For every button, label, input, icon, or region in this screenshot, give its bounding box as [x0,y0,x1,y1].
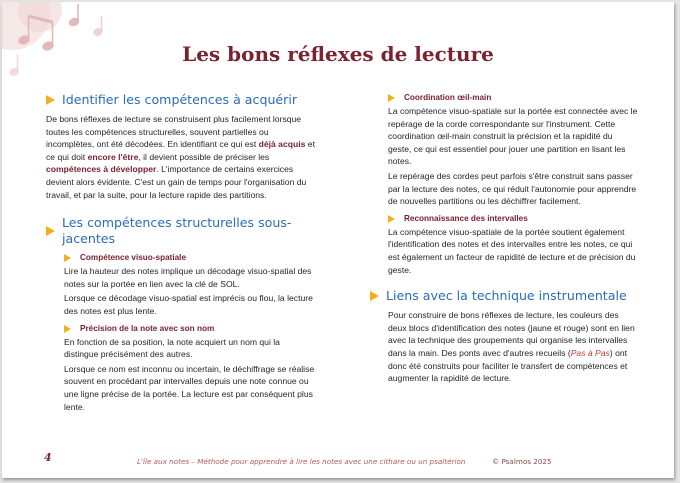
text: , il devient possible de préciser les [138,151,270,162]
triangle-bullet-icon [64,325,71,333]
subsection-title: Reconnaissance des intervalles [404,213,528,223]
subsection-heading [388,213,638,225]
section-heading-text: Identifier les compétences à acquérir [62,92,298,107]
subsection-heading [64,323,316,335]
paragraph: En fonction de sa position, la note acquiert un nom qui la distingue précisément des autres. [64,336,280,360]
paragraph: Le repérage des cordes peut parfois s'être construit sans passer par la lecture des notes, ce qui réduit l'autonomie pour apprendre de nouvelles partitions ou les déchiffrer facilement. [388,170,637,207]
italic-reference: Pas à Pas [570,347,610,358]
paragraph: Lire la hauteur des notes implique un décodage visuo-spatial des notes sur la portée en lien avec la clé de SOL. [64,266,312,289]
paragraph: Lorsque ce nom est inconnu ou incertain, le déchiffrage se réalise souvent en procédant par intervalles depuis une note connue ou une ligne précise de la portée. La lecture est par conséquent plus lente. [64,363,315,412]
section-heading-text: Liens avec la technique instrumentale [386,288,627,304]
text: ) ont donc été construits pour faciliter le transfert de compétences et augmenter la rapidité de lecture. [388,347,628,384]
emphasis-text: déjà acquis [258,139,306,150]
footer-text: L'île aux notes – Méthode pour apprendre à lire les notes avec une cithare ou un psaltérion [137,457,466,466]
section-heading [46,92,316,108]
emphasis-text: compétences à développer [46,164,157,175]
text: Pour construire de bons réflexes de lecture, les couleurs des deux blocs d'identification des notes (jaune et rouge) sont en lien avec la technique des groupements qui organise les intervalles dans la main. Des ponts avec d'autres recueils ( [388,310,635,358]
document-page [2,2,674,478]
triangle-bullet-icon [46,95,55,105]
section-heading-text: Les compétences structurelles sous-jacentes [62,215,292,247]
triangle-bullet-icon [46,226,55,236]
triangle-bullet-icon [388,215,395,223]
text: et ce qui doit [46,139,315,162]
page-title: Les bons réflexes de lecture [182,42,494,66]
subsection-title: Coordination œil-main [404,93,492,102]
subsection-title: Compétence visuo-spatiale [80,253,187,263]
section-heading [370,288,638,304]
section-heading [46,215,316,247]
paragraph: La compétence visuo-spatiale sur la portée est connectée avec le repérage de la corde correspondante sur l'instrument. Cette coordination œil-main construit la précision et la rapidité du geste, ce qui est essentiel pour jouer une partition en lisant les notes. [388,106,638,167]
text: . L'importance de certains exercices devient alors évidente. C'est un gain de temps pour l'organisation du travail, et par la suite, pour la lecture rapide des partitions. [46,164,307,200]
emphasis-text: encore l'être [87,151,139,162]
triangle-bullet-icon [64,254,71,262]
paragraph: Lorsque ce décodage visuo-spatial est imprécis ou flou, la lecture des notes est plus lente. [64,293,313,316]
page-number: 4 [44,451,52,464]
subsection-title: Précision de la note avec son nom [80,323,215,333]
triangle-bullet-icon [388,94,395,102]
text: De bons réflexes de lecture se construisent plus facilement lorsque toutes les compétences structurelles, souvent partielles ou incomplètes, ont été décodées. En identifiant ce qui est [46,114,302,150]
paragraph [46,113,316,201]
right-column [388,92,638,387]
subsection-heading [64,252,316,264]
paragraph: La compétence visuo-spatiale de la portée soutient également l'identification des notes et des intervalles entre les notes, ce qui est également un facteur de rapidité de lecture et de précision du geste. [388,226,636,275]
triangle-bullet-icon [370,291,379,301]
footer-copyright: © Psalmos 2025 [492,457,552,466]
paragraph [388,309,638,385]
left-column [46,92,316,415]
subsection-heading [388,92,638,104]
